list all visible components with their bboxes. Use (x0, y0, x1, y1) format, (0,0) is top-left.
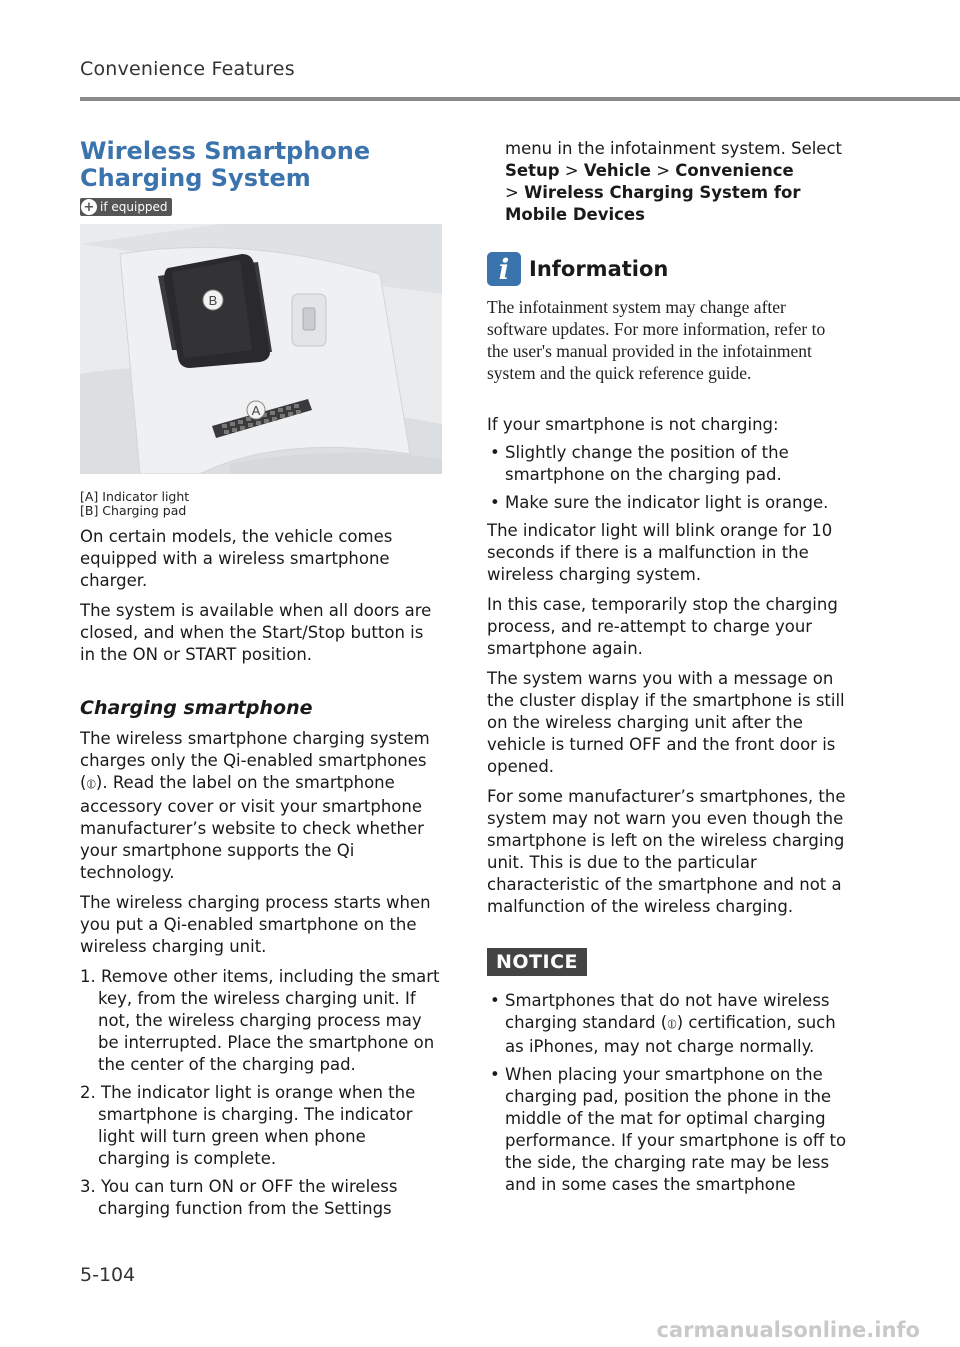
left-column (80, 138, 442, 1226)
not-charging-intro: If your smartphone is not charging: (487, 415, 779, 434)
qi-paragraph (80, 728, 442, 884)
process-paragraph: The wireless charging process starts when you put a Qi-enabled smartphone on the wireless charging unit. (80, 893, 431, 956)
watermark: carmanualsonline.info (656, 1318, 920, 1342)
figure-caption (80, 490, 442, 518)
separator-gt: > (505, 183, 525, 202)
not-charging-list (487, 442, 849, 514)
info-icon: i (487, 252, 521, 286)
page-number: 5-104 (80, 1264, 136, 1286)
charging-pad-illustration (80, 224, 442, 474)
notice-item1-part1: Smartphones that do not have wireless charging standard ( (505, 991, 830, 1032)
caption-b: [B] Charging pad (80, 503, 187, 518)
list-item: • Make sure the indicator light is orange. (487, 492, 849, 514)
intro-paragraph: On certain models, the vehicle comes equipped with a wireless smartphone charger. (80, 527, 393, 590)
notice-item: • When placing your smartphone on the charging pad, position the phone in the middle of the mat for optimal charging performance. If your smartphone is off to the side, the charging rate may be less and in some cases the smartphone (487, 1064, 849, 1196)
step-continuation (487, 138, 849, 226)
section-title: Wireless Smartphone Charging System (80, 137, 371, 192)
information-header (487, 252, 849, 286)
right-column (487, 138, 849, 1202)
separator: > (559, 161, 584, 180)
running-header: Convenience Features (80, 58, 295, 80)
notice-label: NOTICE (487, 948, 587, 976)
manufacturer-paragraph: For some manufacturer’s smartphones, the system may not warn you even though the smartphone is left on the wireless charging unit. This is due to the particular characteristic of the smartphone and not a malfunction of the wireless charging. (487, 787, 846, 916)
if-equipped-badge (80, 198, 172, 216)
step-item: 1. Remove other items, including the smart key, from the wireless charging unit. If not, the wireless charging process may be interrupted. Place the smartphone on the center of the charging pad. (80, 967, 440, 1074)
separator: > (650, 161, 676, 180)
continuation-text: menu in the infotainment system. Select (505, 139, 843, 158)
availability-paragraph: The system is available when all doors are closed, and when the Start/Stop button is in the ON or START position. (80, 601, 432, 664)
notice-item1-part2: ) certification, such as iPhones, may not charge normally. (505, 1013, 836, 1056)
step-item: 2. The indicator light is orange when the smartphone is charging. The indicator light will turn green when phone charging is complete. (80, 1083, 416, 1168)
subheading-charging: Charging smartphone (80, 697, 313, 719)
malfunction-paragraph: In this case, temporarily stop the charging process, and re-attempt to charge your smartphone again. (487, 595, 838, 658)
notice-item (487, 990, 849, 1058)
qi-paragraph-part2: ). Read the label on the smartphone accessory cover or visit your smartphone manufacturer’s website to check whether your smartphone supports the Qi technology. (80, 773, 424, 882)
menu-vehicle: Vehicle (583, 161, 651, 180)
plus-icon: + (81, 199, 97, 215)
step-item: 3. You can turn ON or OFF the wireless charging function from the Settings (80, 1177, 398, 1218)
label-a: A (251, 403, 261, 418)
badge-label: if equipped (100, 200, 168, 214)
information-title: Information (529, 257, 669, 281)
blink-paragraph: The indicator light will blink orange for 10 seconds if there is a malfunction in the wireless charging system. (487, 521, 833, 584)
information-text: The infotainment system may change after software updates. For more information, refer to the user's manual provided in the infotainment system and the quick reference guide. (487, 297, 826, 383)
steps-list (80, 966, 442, 1220)
menu-convenience: Convenience (675, 161, 794, 180)
label-b: B (208, 293, 218, 308)
list-item: • Slightly change the position of the smartphone on the charging pad. (487, 442, 849, 486)
menu-wireless-charging: Wireless Charging System for Mobile Devices (505, 183, 801, 224)
qi-icon: ⦶ (667, 1017, 677, 1032)
notice-list (487, 990, 849, 1196)
header-rule (80, 97, 960, 101)
warning-paragraph: The system warns you with a message on the cluster display if the smartphone is still on the wireless charging unit after the vehicle is turned OFF and the front door is opened. (487, 669, 845, 776)
caption-a: [A] Indicator light (80, 489, 190, 504)
menu-setup: Setup (505, 161, 560, 180)
qi-icon: ⦶ (86, 777, 96, 792)
qi-paragraph-part1: The wireless smartphone charging system charges only the Qi-enabled smartphones ( (80, 729, 430, 792)
